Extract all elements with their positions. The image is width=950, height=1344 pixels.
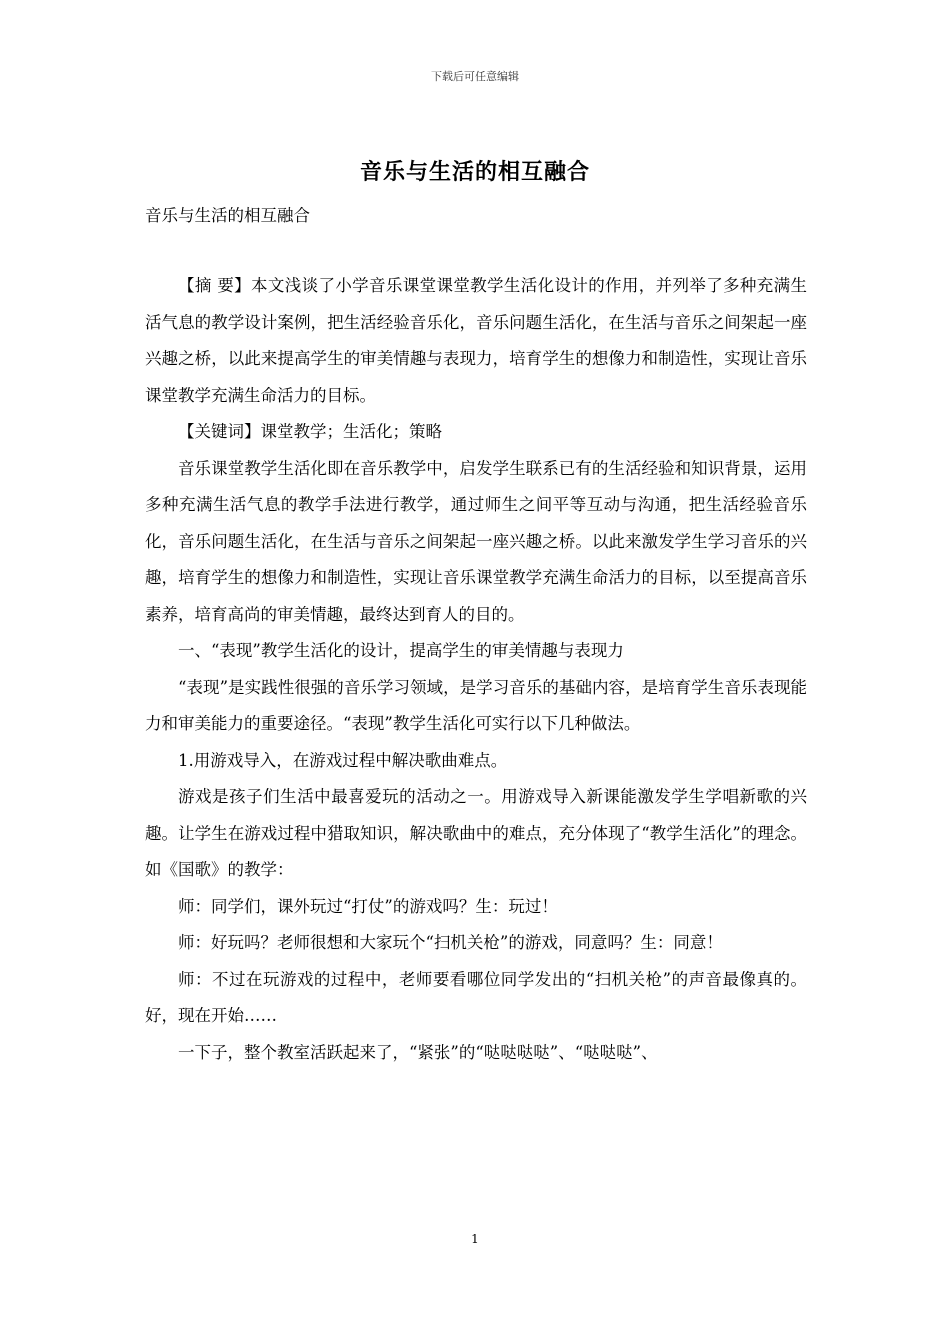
dialogue-line: 师：同学们，课外玩过“打仗”的游戏吗？生：玩过！ — [178, 896, 558, 916]
body-paragraph: 一下子，整个教室活跃起来了，“紧张”的“哒哒哒哒”、“哒哒哒”、 — [178, 1042, 658, 1062]
abstract-paragraph: 【摘 要】本文浅谈了小学音乐课堂课堂教学生活化设计的作用，并列举了多种充满生活气息的教学设计案例，把生活经验音乐化，音乐问题生活化，在生活与音乐之间架起一座兴趣之桥，以此来提高学生的审美情趣与表现力，培育学生的想像力和制造性，实现让音乐课堂教学充满生命活力的目标。 — [145, 276, 807, 405]
body-paragraph: 游戏是孩子们生活中最喜爱玩的活动之一。用游戏导入新课能激发学生学唱新歌的兴趣。让学生在游戏过程中猎取知识，解决歌曲中的难点，充分体现了“教学生活化”的理念。如《国歌》的教学： — [145, 787, 807, 879]
keywords-paragraph: 【关键词】课堂教学；生活化；策略 — [178, 422, 442, 441]
dialogue-line: 师：好玩吗？老师很想和大家玩个“扫机关枪”的游戏，同意吗？生：同意！ — [178, 933, 723, 952]
dialogue-line: 师：不过在玩游戏的过程中，老师要看哪位同学发出的“扫机关枪”的声音最像真的。好，现在开始…… — [145, 969, 807, 1025]
subsection-heading: 1.用游戏导入，在游戏过程中解决歌曲难点。 — [178, 750, 508, 770]
document-subtitle: 音乐与生活的相互融合 — [145, 206, 310, 225]
section-heading: 一、“表现”教学生活化的设计，提高学生的审美情趣与表现力 — [178, 641, 624, 660]
header-note: 下载后可任意编辑 — [431, 70, 519, 83]
document-body — [145, 268, 807, 1071]
body-paragraph: “表现”是实践性很强的音乐学习领域，是学习音乐的基础内容，是培育学生音乐表现能力和审美能力的重要途径。“表现”教学生活化可实行以下几种做法。 — [145, 677, 807, 733]
body-paragraph: 音乐课堂教学生活化即在音乐教学中，启发学生联系已有的生活经验和知识背景，运用多种充满生活气息的教学手法进行教学，通过师生之间平等互动与沟通，把生活经验音乐化，音乐问题生活化，在生活与音乐之间架起一座兴趣之桥。以此来激发学生学习音乐的兴趣，培育学生的想像力和制造性，实现让音乐课堂教学充满生命活力的目标，以至提高音乐素养，培育高尚的审美情趣，最终达到育人的目的。 — [145, 458, 807, 624]
document-title: 音乐与生活的相互融合 — [359, 159, 590, 185]
page-number: 1 — [471, 1232, 479, 1246]
